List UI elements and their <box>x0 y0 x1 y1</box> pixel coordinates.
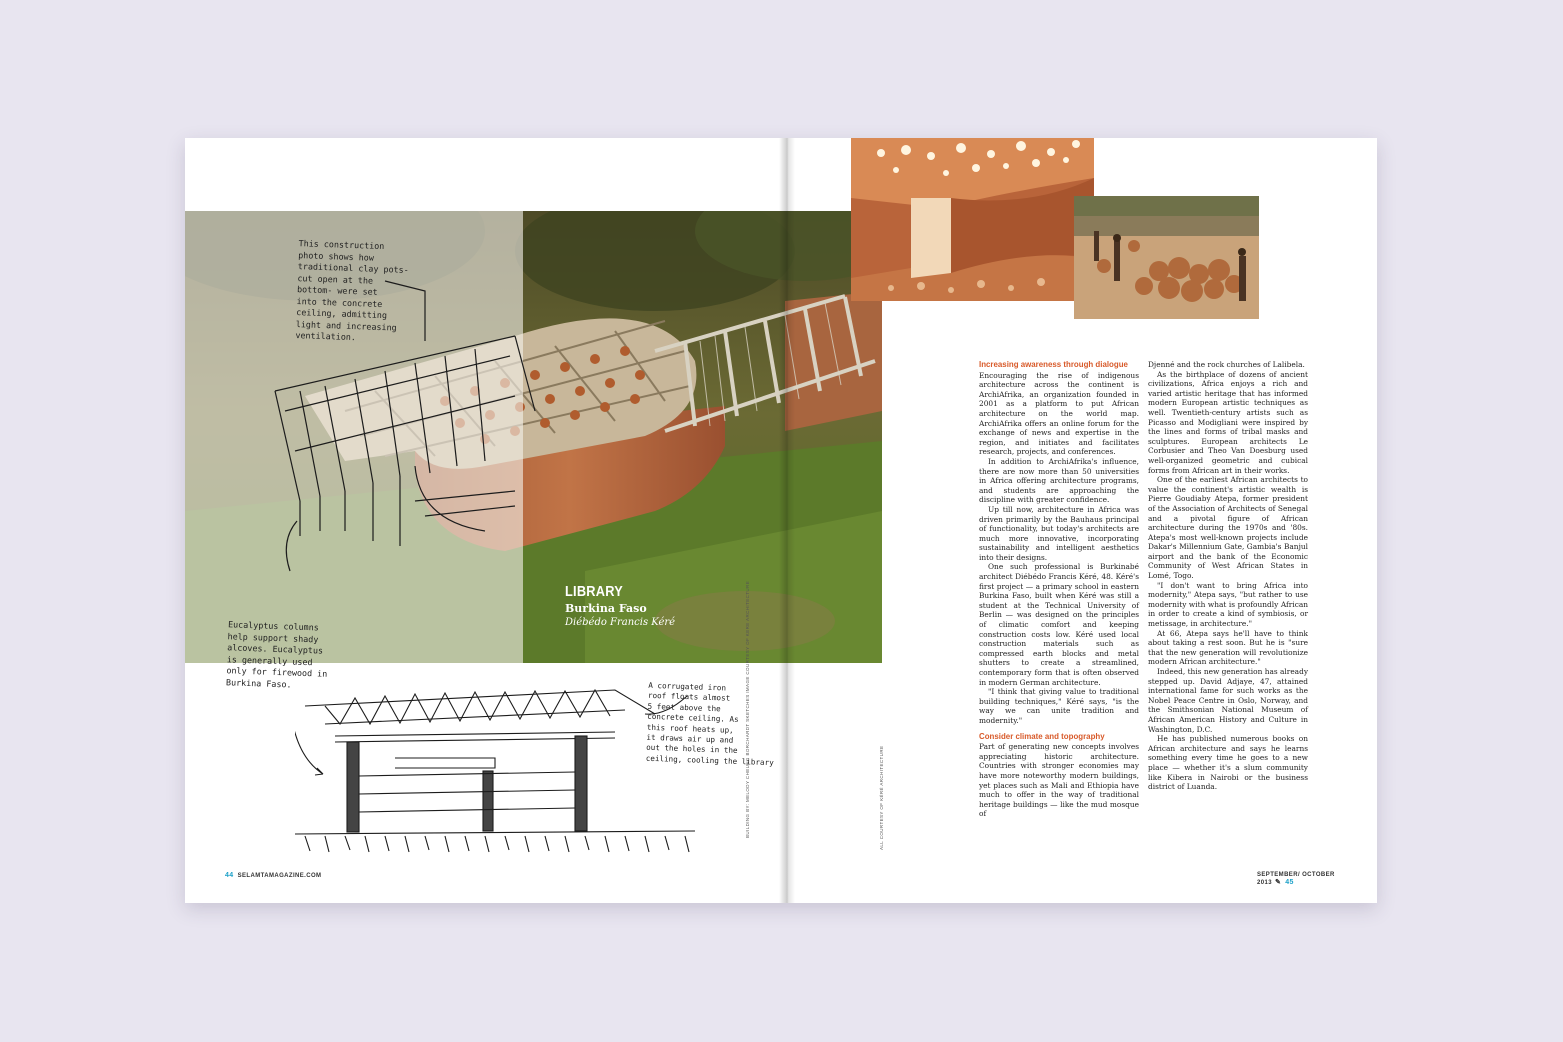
clay-pots-photo <box>1074 196 1259 319</box>
sketch-note-roof: A corrugated iron roof floats almost 5 feet above the concrete ceiling. As this roof heats up, it draws air up and out the holes in the ceiling, cooling the library <box>645 680 774 768</box>
caption-title: LIBRARY <box>565 583 623 600</box>
magazine-site: SELAMTAMAGAZINE.COM <box>237 873 322 879</box>
folio-right <box>1257 872 1377 886</box>
paragraph: Up till now, architecture in Africa was driven primarily by the Bauhaus principal of functionality, but today's architects are much more innovative, incorporating sustainability and intelligent aesthetics into their designs. <box>979 504 1139 562</box>
paragraph: As the birthplace of dozens of ancient civilizations, Africa enjoys a rich and varied artistic heritage that has informed modern European artistic techniques as well. Twentieth-century artists such as Picasso and Modigliani were inspired by the lines and forms of tribal masks and sculptures. European architects Le Corbusier and Theo Van Doesburg used well-organized geometric and cubical forms from African art in their works. <box>1148 369 1308 475</box>
paragraph: Indeed, this new generation has already stepped up. David Adjaye, 47, attained international fame for such works as the Nobel Peace Centre in Oslo, Norway, and the Smithsonian National Museum of African American History and Culture in Washington, D.C. <box>1148 667 1308 734</box>
issue-date: SEPTEMBER/ OCTOBER 2013 <box>1257 872 1335 886</box>
paragraph: Djenné and the rock churches of Lalibela. <box>1148 360 1305 369</box>
article-column-1 <box>979 360 1139 819</box>
paragraph: He has published numerous books on African architecture and says he learns something every time he goes to a new place — whether it's a slum community like Kibera in Nairobi or the business district of Luanda. <box>1148 734 1308 792</box>
paragraph: In addition to ArchiAfrika's influence, there are now more than 50 universities in Africa offering architecture programs, and students are approaching the discipline with greater confidence. <box>979 456 1139 505</box>
section-heading-climate: Consider climate and topography <box>979 730 1105 741</box>
paragraph: Part of generating new concepts involves appreciating historic architecture. Countries with stronger economies may have more noteworthy modern buildings, yet places such as Mali and Ethiopia have much to offer in the way of traditional heritage buildings — like the mud mosque of <box>979 742 1139 819</box>
page-number-left: 44 <box>225 872 234 879</box>
paragraph: At 66, Atepa says he'll have to think about taking a rest soon. But he is "sure that the new generation will revolutionize modern African architecture." <box>1148 628 1308 667</box>
paragraph: One of the earliest African architects to value the continent's artistic wealth is Pierre Goudiaby Atepa, former president of the Association of Architects of Senegal and a pivotal figure of African architecture during the 1970s and '80s. Atepa's most well-known projects include Dakar's Millennium Gate, Gambia's Banjul airport and the bank of the Economic Community of West African States in Lomé, Togo. <box>1148 475 1308 581</box>
caption-place: Burkina Faso <box>565 602 647 615</box>
paragraph: Encouraging the rise of indigenous architecture across the continent is ArchiAfrika, an organization founded in 2001 as a platform to put African architecture on the world map. ArchiAfrika offers an online forum for the exchange of news and expertise in the region, and initiates and facilitates research, projects, and conferences. <box>979 370 1139 457</box>
spine-gutter <box>779 138 795 903</box>
paragraph: One such professional is Burkinabé architect Diébédo Francis Kéré, 48. Kéré's first project — a primary school in eastern Burkina Faso, built when Kéré was still a student at the Technical University of Berlin — was designed on the principles of climatic comfort and keeping construction costs low. Kéré used local construction materials such as compressed earth blocks and metal shutters to create a streamlined, contemporary form that is often observed in modern German architecture. <box>979 562 1139 687</box>
section-heading-dialogue: Increasing awareness through dialogue <box>979 359 1128 369</box>
folio-left <box>221 872 321 879</box>
library-aerial-photo <box>185 211 882 663</box>
sketch-note-pots: This construction photo shows how traditional clay pots- cut open at the bottom- were set into the concrete ceiling, admitting light and increasing ventilation. <box>295 238 409 343</box>
library-hero-image <box>185 211 882 663</box>
library-interior-photo <box>851 138 1094 301</box>
caption-architect: Diébédo Francis Kéré <box>565 617 676 628</box>
paragraph: "I think that giving value to traditional building techniques," Kéré says, "is the way we can unite tradition and modernity." <box>979 687 1139 725</box>
paragraph: "I don't want to bring Africa into modernity," Atepa says, "but rather to use modernity with what is profoundly African in order to create a kind of symbiosis, or metissage, in architecture." <box>1148 580 1308 629</box>
sketch-note-columns: Eucalyptus columns help support shady alcoves. Eucalyptus is generally used only for firewood in Burkina Faso. <box>225 619 328 690</box>
photo-credit-right: ALL COURTESY OF KÉRÉ ARCHITECTURE <box>879 745 884 850</box>
quill-icon: ✎ <box>1274 879 1282 886</box>
article-column-2 <box>1148 360 1308 792</box>
photo-caption <box>565 583 675 628</box>
page-number-right: 45 <box>1285 879 1294 886</box>
magazine-spread <box>185 138 1377 903</box>
photo-credit-left: BUILDING BY: MELODY CHEUNG BORCHARDT SKETCHES IMAGE COURTESY OF KERE ARCHITECTURE <box>745 580 750 838</box>
